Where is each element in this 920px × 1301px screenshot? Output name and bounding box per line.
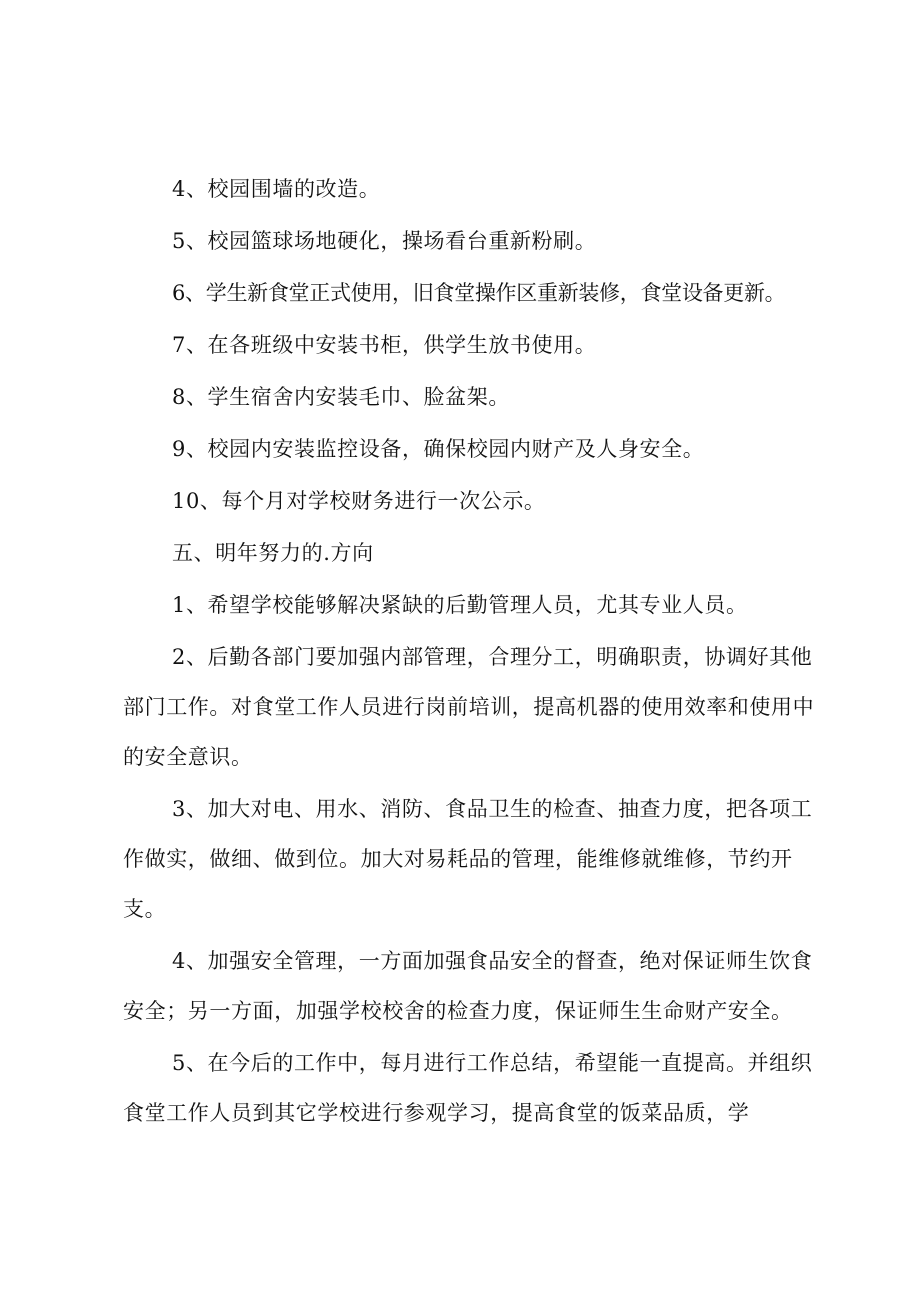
paragraph-item-6: 6、学生新食堂正式使用，旧食堂操作区重新装修，食堂设备更新。 [172, 281, 786, 305]
future-item-4: 4、加强安全管理，一方面加强食品安全的督查，绝对保证师生饮食安全；另一方面，加强学校校舍的检查力度，保证师生生命财产安全。 [123, 949, 813, 1023]
future-item-5: 5、在今后的工作中，每月进行工作总结，希望能一直提高。并组织食堂工作人员到其它学校进行参观学习，提高食堂的饭菜品质，学 [123, 1051, 813, 1125]
document-body [123, 164, 827, 1138]
section-heading-5: 五、明年努力的.方向 [172, 541, 374, 565]
paragraph-item-10: 10、每个月对学校财务进行一次公示。 [172, 489, 546, 513]
future-item-3: 3、加大对电、用水、消防、食品卫生的检查、抽查力度，把各项工作做实，做细、做到位。加大对易耗品的管理，能维修就维修，节约开支。 [123, 797, 813, 921]
paragraph-item-8: 8、学生宿舍内安装毛巾、脸盆架。 [172, 385, 510, 409]
future-item-2: 2、后勤各部门要加强内部管理，合理分工，明确职责，协调好其他部门工作。对食堂工作人员进行岗前培训，提高机器的使用效率和使用中的安全意识。 [123, 645, 815, 769]
paragraph-item-5: 5、校园篮球场地硬化，操场看台重新粉刷。 [172, 229, 597, 253]
paragraph-item-9: 9、校园内安装监控设备，确保校园内财产及人身安全。 [172, 437, 705, 461]
future-item-1: 1、希望学校能够解决紧缺的后勤管理人员，尤其专业人员。 [172, 593, 748, 617]
paragraph-item-4: 4、校园围墙的改造。 [172, 177, 381, 201]
paragraph-item-7: 7、在各班级中安装书柜，供学生放书使用。 [172, 333, 597, 357]
